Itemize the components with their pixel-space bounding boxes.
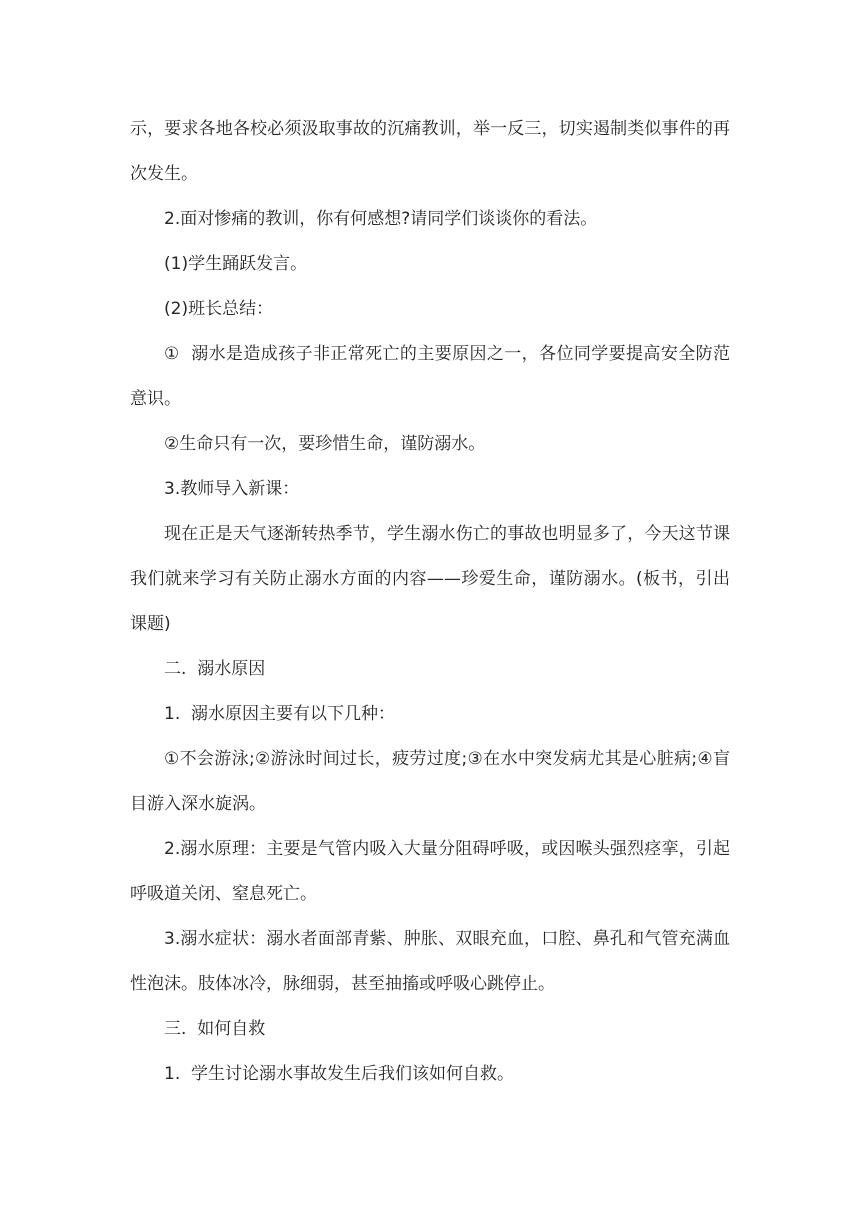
section-heading: 二. 溺水原因 xyxy=(164,659,266,679)
paragraph: 示，要求各地各校必须汲取事故的沉痛教训，举一反三，切实遏制类似事件的再次发生。 xyxy=(130,119,730,184)
paragraph: 2.面对惨痛的教训，你有何感想?请同学们谈谈你的看法。 xyxy=(164,209,598,229)
paragraph: 3.溺水症状：溺水者面部青紫、肿胀、双眼充血，口腔、鼻孔和气管充满血性泡沫。肢体冰冷，脉细弱，甚至抽搐或呼吸心跳停止。 xyxy=(130,929,730,994)
paragraph: ①不会游泳;②游泳时间过长，疲劳过度;③在水中突发病尤其是心脏病;④盲目游入深水旋涡。 xyxy=(130,749,730,814)
paragraph: (2)班长总结： xyxy=(164,299,274,319)
paragraph: 1. 学生讨论溺水事故发生后我们该如何自救。 xyxy=(164,1064,515,1084)
paragraph: 现在正是天气逐渐转热季节，学生溺水伤亡的事故也明显多了，今天这节课我们就来学习有关防止溺水方面的内容——珍爱生命，谨防溺水。(板书，引出课题) xyxy=(130,524,730,634)
paragraph: ① 溺水是造成孩子非正常死亡的主要原因之一，各位同学要提高安全防范意识。 xyxy=(130,344,730,409)
paragraph: 3.教师导入新课： xyxy=(164,479,300,499)
document-body xyxy=(130,107,730,1097)
paragraph: ②生命只有一次，要珍惜生命，谨防溺水。 xyxy=(164,434,486,454)
section-heading: 三. 如何自救 xyxy=(164,1019,266,1039)
paragraph: 2.溺水原理：主要是气管内吸入大量分阻碍呼吸，或因喉头强烈痉挛，引起呼吸道关闭、窒息死亡。 xyxy=(130,839,730,904)
paragraph: 1. 溺水原因主要有以下几种： xyxy=(164,704,396,724)
paragraph: (1)学生踊跃发言。 xyxy=(164,254,308,274)
